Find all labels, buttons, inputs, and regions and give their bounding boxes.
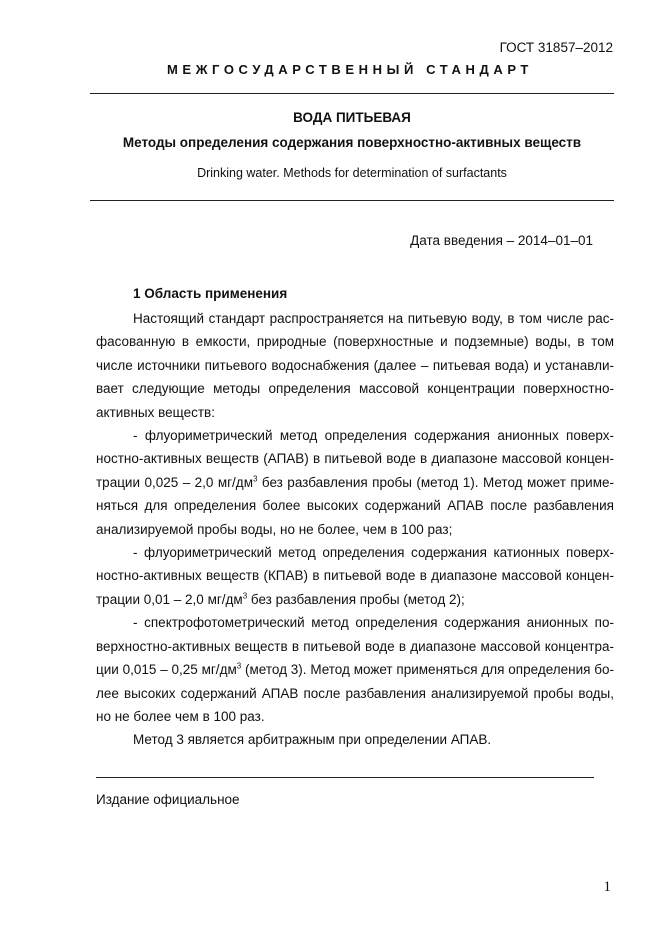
unit-exponent: 3 — [236, 661, 242, 671]
document-code: ГОСТ 31857–2012 — [499, 40, 613, 55]
paragraph-method-1 — [96, 424, 614, 541]
document-subtitle: Методы определения содержания поверхностно-активных веществ — [122, 135, 582, 150]
standard-type: МЕЖГОСУДАРСТВЕННЫЙ СТАНДАРТ — [167, 62, 533, 77]
paragraph-method-2-tail: без разбавления пробы (метод 2); — [247, 591, 465, 607]
edition-note: Издание официальное — [96, 792, 240, 807]
document-title: ВОДА ПИТЬЕВАЯ — [293, 110, 411, 125]
paragraph-method-1-text: - флуориметрический метод определения содержания анионных поверхностно-активных веществ (АПАВ) в питьевой воде в диапазоне массовой концентрации 0,025 – 2,0 мг/дм — [96, 428, 614, 490]
paragraph-scope: Настоящий стандарт распространяется на питьевую воду, в том числе расфасованную в емкости, природные (поверхностные и подземные) воды, в том числе источники питьевого водоснабжения (далее – питьевая вода) и устанавливает следующие методы определения массовой концентрации поверхностно-активных веществ: — [96, 311, 614, 420]
english-title: Drinking water. Methods for determination of surfactants — [197, 166, 507, 180]
unit-exponent: 3 — [252, 474, 258, 484]
top-divider — [90, 93, 614, 94]
paragraph-arbitration: Метод 3 является арбитражным при определении АПАВ. — [133, 732, 492, 748]
section-body — [96, 307, 614, 752]
unit-exponent: 3 — [242, 591, 248, 601]
paragraph-method-1-tail: без разбавления пробы (метод 1). Метод может применяться для определения более высоких содержаний АПАВ после разбавления анализируемой пробы воды, но не более, чем в 100 раз; — [96, 474, 614, 537]
introduction-date: Дата введения – 2014–01–01 — [410, 233, 593, 248]
bottom-divider — [90, 200, 614, 201]
page-number: 1 — [603, 879, 611, 895]
paragraph-method-3-text: - спектрофотометрический метод определения содержания анионных поверхностно-активных веществ в питьевой воде в диапазоне массовой концентрации 0,015 – 0,25 мг/дм — [96, 615, 614, 678]
footnote-divider — [96, 777, 594, 778]
paragraph-method-3-tail: (метод 3). Метод может применяться для определения более высоких содержаний АПАВ после разбавления анализируемой пробы воды, но не более чем в 100 раз. — [96, 662, 615, 724]
paragraph-method-3 — [96, 611, 614, 728]
section-heading: 1 Область применения — [133, 286, 288, 301]
paragraph-method-2 — [96, 541, 614, 611]
paragraph-method-2-text: - флуориметрический метод определения содержания катионных поверхностно-активных веществ (КПАВ) в питьевой воде в диапазоне массовой концентрации 0,01 – 2,0 мг/дм — [96, 545, 614, 607]
